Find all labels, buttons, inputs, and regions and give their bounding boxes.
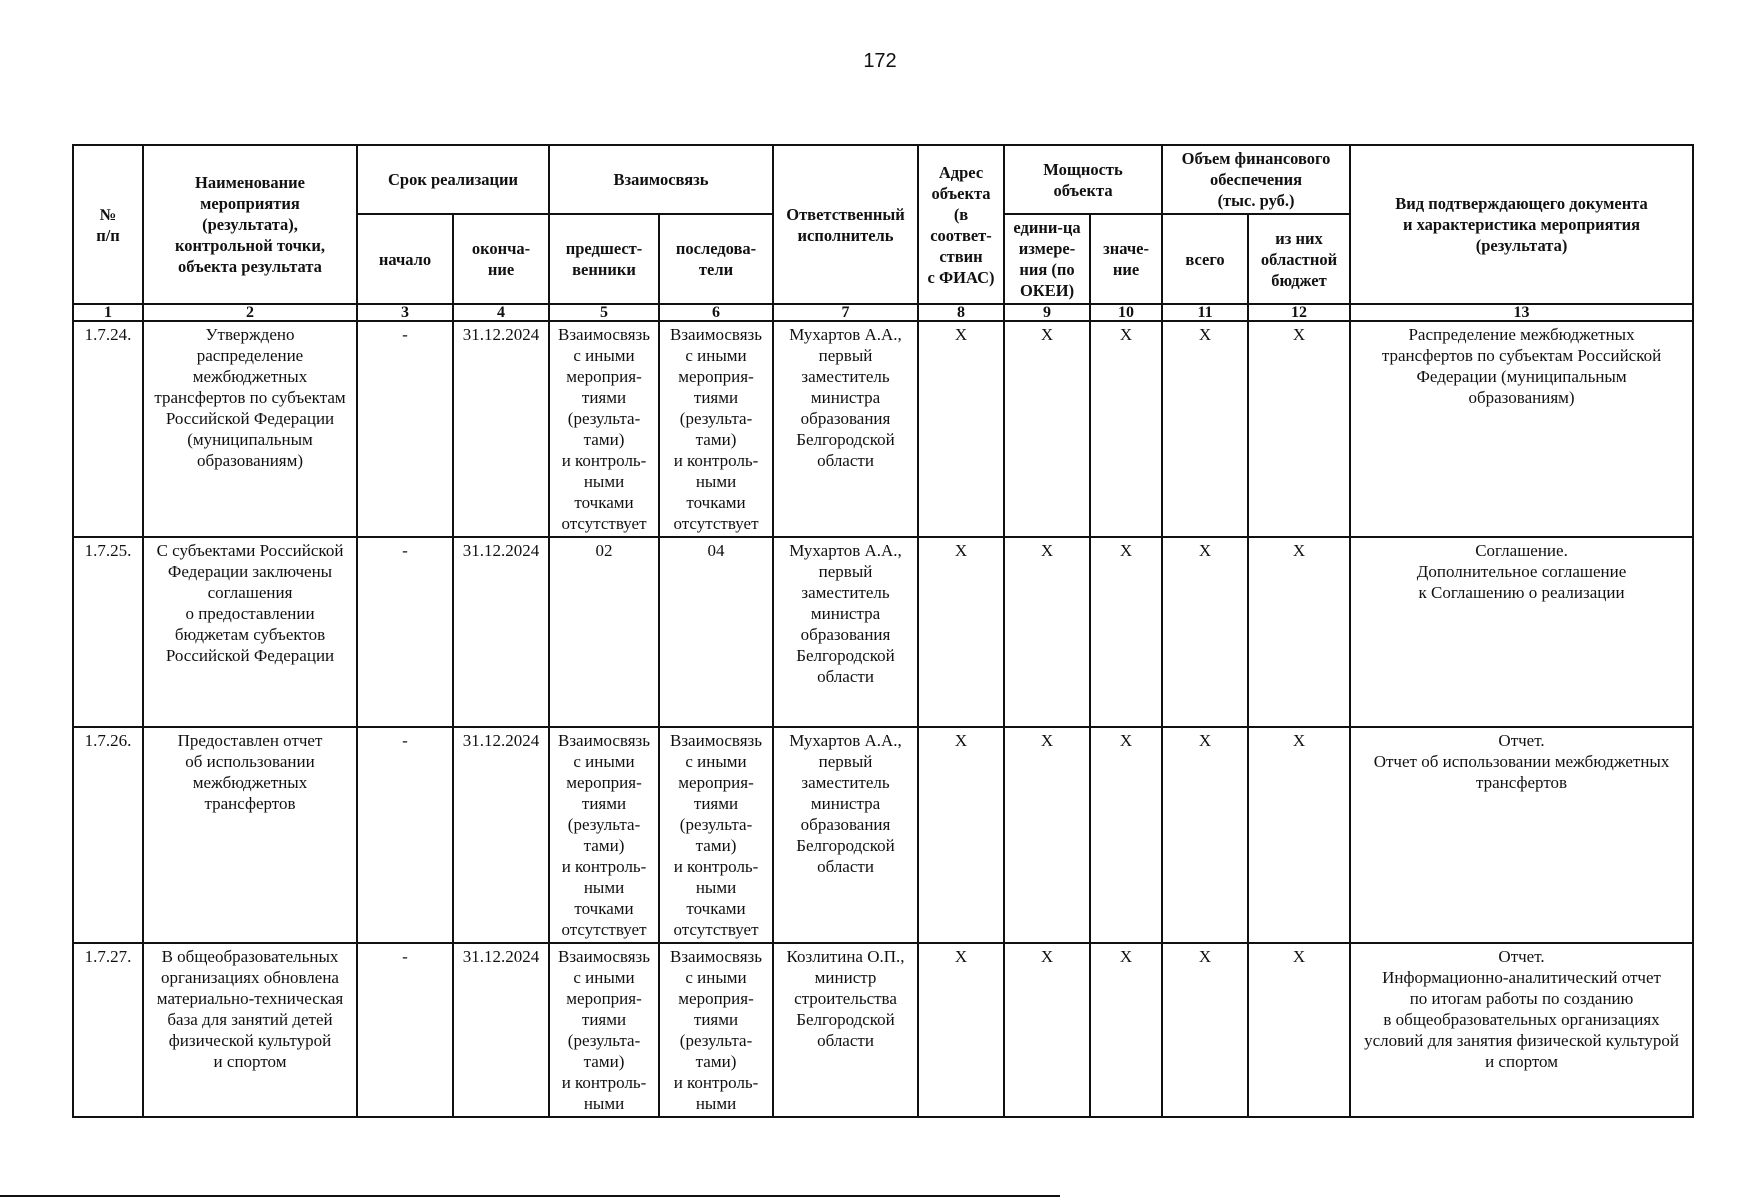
row-name: Предоставлен отчет об использовании межбюджетных трансфертов xyxy=(143,727,357,943)
row-start: - xyxy=(357,727,453,943)
row-unit: X xyxy=(1004,943,1090,1117)
column-number: 13 xyxy=(1350,304,1693,321)
header-responsible: Ответственный исполнитель xyxy=(773,145,918,304)
row-address: X xyxy=(918,943,1004,1117)
row-address: X xyxy=(918,321,1004,537)
header-successors: последова- тели xyxy=(659,214,773,304)
row-predecessors: Взаимосвязь с иными мероприя- тиями (результа- тами) и контроль- ными точками отсутствует xyxy=(549,727,659,943)
row-end: 31.12.2024 xyxy=(453,537,549,727)
column-number: 3 xyxy=(357,304,453,321)
column-number: 7 xyxy=(773,304,918,321)
row-total: X xyxy=(1162,943,1248,1117)
table-row xyxy=(73,321,1693,537)
row-successors: 04 xyxy=(659,537,773,727)
header-term: Срок реализации xyxy=(357,145,549,214)
row-responsible: Мухартов А.А., первый заместитель министра образования Белгородской области xyxy=(773,727,918,943)
row-total: X xyxy=(1162,537,1248,727)
header-total: всего xyxy=(1162,214,1248,304)
row-start: - xyxy=(357,943,453,1117)
row-end: 31.12.2024 xyxy=(453,943,549,1117)
header-value: значе- ние xyxy=(1090,214,1162,304)
row-value: X xyxy=(1090,727,1162,943)
row-value: X xyxy=(1090,537,1162,727)
header-term-start: начало xyxy=(357,214,453,304)
column-numbers-row xyxy=(73,304,1693,321)
row-successors: Взаимосвязь с иными мероприя- тиями (результа- тами) и контроль- ными точками отсутствует xyxy=(659,321,773,537)
row-value: X xyxy=(1090,943,1162,1117)
column-number: 6 xyxy=(659,304,773,321)
row-address: X xyxy=(918,537,1004,727)
row-unit: X xyxy=(1004,321,1090,537)
row-doc-type: Соглашение. Дополнительное соглашение к Соглашению о реализации xyxy=(1350,537,1693,727)
row-name: В общеобразовательных организациях обновлена материально-техническая база для занятий детей физической культурой и спортом xyxy=(143,943,357,1117)
row-doc-type: Распределение межбюджетных трансфертов по субъектам Российской Федерации (муниципальным образованиям) xyxy=(1350,321,1693,537)
row-total: X xyxy=(1162,727,1248,943)
column-number: 4 xyxy=(453,304,549,321)
table-row xyxy=(73,537,1693,727)
header-finance: Объем финансового обеспечения (тыс. руб.) xyxy=(1162,145,1350,214)
page-number: 172 xyxy=(863,50,897,72)
header-capacity: Мощность объекта xyxy=(1004,145,1162,214)
table-row xyxy=(73,727,1693,943)
row-total: X xyxy=(1162,321,1248,537)
row-unit: X xyxy=(1004,537,1090,727)
row-successors: Взаимосвязь с иными мероприя- тиями (результа- тами) и контроль- ными точками отсутствует xyxy=(659,727,773,943)
table-body xyxy=(73,304,1693,1117)
header-predecessors: предшест- венники xyxy=(549,214,659,304)
row-num: 1.7.27. xyxy=(73,943,143,1117)
row-value: X xyxy=(1090,321,1162,537)
column-number: 12 xyxy=(1248,304,1350,321)
column-number: 1 xyxy=(73,304,143,321)
row-num: 1.7.24. xyxy=(73,321,143,537)
row-regional: X xyxy=(1248,537,1350,727)
row-unit: X xyxy=(1004,727,1090,943)
row-responsible: Мухартов А.А., первый заместитель министра образования Белгородской области xyxy=(773,321,918,537)
header-relation: Взаимосвязь xyxy=(549,145,773,214)
column-number: 5 xyxy=(549,304,659,321)
row-responsible: Козлитина О.П., министр строительства Белгородской области xyxy=(773,943,918,1117)
row-num: 1.7.26. xyxy=(73,727,143,943)
header-doc-type: Вид подтверждающего документа и характеристика мероприятия (результата) xyxy=(1350,145,1693,304)
row-predecessors: Взаимосвязь с иными мероприя- тиями (результа- тами) и контроль- ными точками отсутствует xyxy=(549,321,659,537)
column-number: 9 xyxy=(1004,304,1090,321)
row-name: Утверждено распределение межбюджетных трансфертов по субъектам Российской Федерации (муниципальным образованиям) xyxy=(143,321,357,537)
row-start: - xyxy=(357,537,453,727)
header-name: Наименование мероприятия (результата), контрольной точки, объекта результата xyxy=(143,145,357,304)
column-number: 2 xyxy=(143,304,357,321)
table-header xyxy=(73,145,1693,304)
row-regional: X xyxy=(1248,943,1350,1117)
header-address: Адрес объекта (в соответ- ствин с ФИАС) xyxy=(918,145,1004,304)
row-doc-type: Отчет. Отчет об использовании межбюджетных трансфертов xyxy=(1350,727,1693,943)
row-num: 1.7.25. xyxy=(73,537,143,727)
row-end: 31.12.2024 xyxy=(453,727,549,943)
row-successors: Взаимосвязь с иными мероприя- тиями (результа- тами) и контроль- ными xyxy=(659,943,773,1117)
activities-table xyxy=(72,144,1694,1118)
row-regional: X xyxy=(1248,321,1350,537)
row-doc-type: Отчет. Информационно-аналитический отчет по итогам работы по созданию в общеобразовательных организациях условий для занятия физической культурой и спортом xyxy=(1350,943,1693,1117)
row-regional: X xyxy=(1248,727,1350,943)
header-unit: едини-ца измере- ния (по ОКЕИ) xyxy=(1004,214,1090,304)
column-number: 11 xyxy=(1162,304,1248,321)
bottom-rule xyxy=(0,1195,1060,1197)
table-row xyxy=(73,943,1693,1117)
row-responsible: Мухартов А.А., первый заместитель министра образования Белгородской области xyxy=(773,537,918,727)
row-name: С субъектами Российской Федерации заключены соглашения о предоставлении бюджетам субъектов Российской Федерации xyxy=(143,537,357,727)
row-predecessors: Взаимосвязь с иными мероприя- тиями (результа- тами) и контроль- ными xyxy=(549,943,659,1117)
column-number: 10 xyxy=(1090,304,1162,321)
column-number: 8 xyxy=(918,304,1004,321)
row-address: X xyxy=(918,727,1004,943)
header-num: № п/п xyxy=(73,145,143,304)
header-term-end: оконча- ние xyxy=(453,214,549,304)
header-regional: из них областной бюджет xyxy=(1248,214,1350,304)
row-predecessors: 02 xyxy=(549,537,659,727)
row-start: - xyxy=(357,321,453,537)
row-end: 31.12.2024 xyxy=(453,321,549,537)
